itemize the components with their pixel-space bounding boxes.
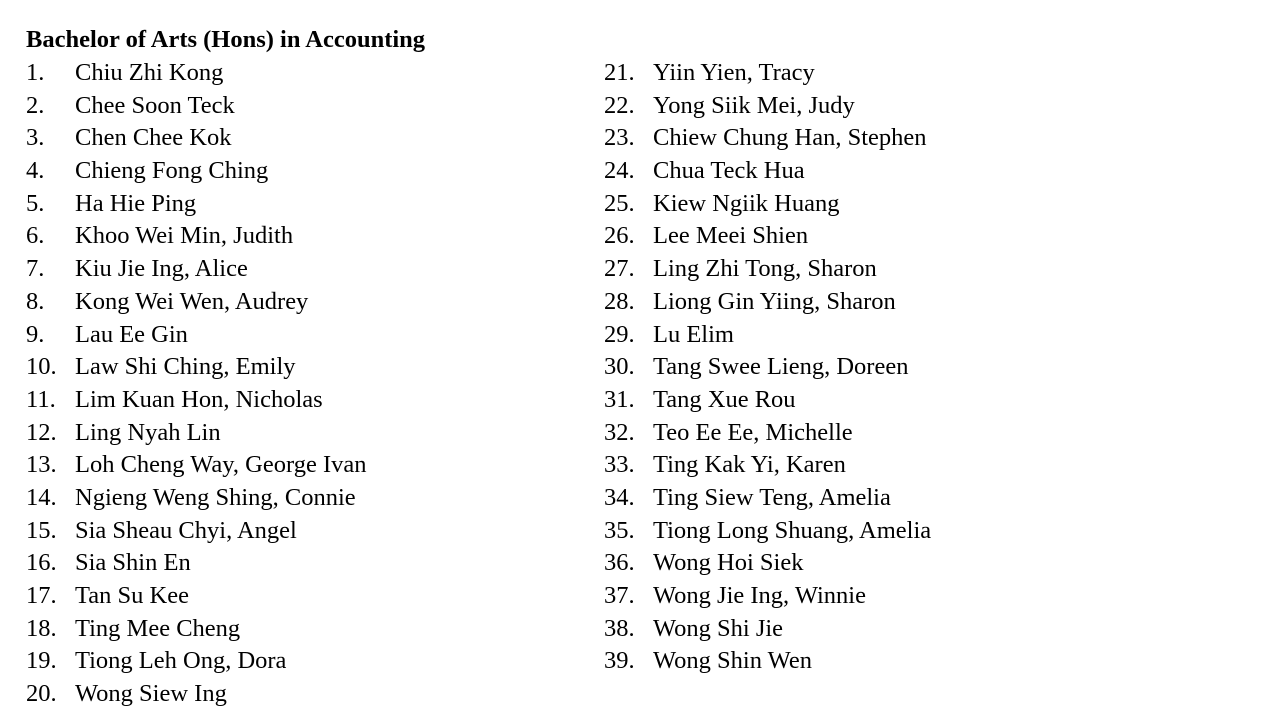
list-item <box>26 57 367 90</box>
list-item-name: Chieng Fong Ching <box>75 157 269 185</box>
list-item <box>26 90 367 123</box>
list-item-number: 39. <box>604 647 635 675</box>
list-item-number: 11. <box>26 385 56 413</box>
list-item-name: Wong Siew Ing <box>75 680 227 708</box>
list-item-number: 12. <box>26 418 57 446</box>
list-item-name: Kiu Jie Ing, Alice <box>75 255 248 283</box>
list-item-name: Ling Nyah Lin <box>75 418 221 446</box>
list-item-number: 13. <box>26 451 57 479</box>
list-item-name: Law Shi Ching, Emily <box>75 353 296 381</box>
list-item <box>26 253 367 286</box>
list-item <box>604 580 931 613</box>
list-item-number: 17. <box>26 582 57 609</box>
list-item-number: 23. <box>604 124 635 152</box>
list-item <box>604 122 931 155</box>
list-item <box>26 515 367 548</box>
list-item-name: Wong Hoi Siek <box>653 549 804 577</box>
list-item <box>26 482 367 515</box>
list-item <box>26 384 367 417</box>
list-item <box>604 613 931 646</box>
list-item <box>26 417 367 450</box>
list-item-name: Kong Wei Wen, Audrey <box>75 287 309 315</box>
list-item <box>604 449 931 482</box>
list-item-number: 14. <box>26 483 57 511</box>
list-item-name: Teo Ee Ee, Michelle <box>653 418 853 446</box>
list-item-number: 34. <box>604 483 635 511</box>
list-item <box>604 57 931 90</box>
list-item <box>604 286 931 319</box>
name-list-left-column <box>26 57 367 711</box>
list-item-number: 24. <box>604 157 635 185</box>
list-item-number: 4. <box>26 157 45 185</box>
list-item-name: Lau Ee Gin <box>75 320 188 348</box>
list-item <box>26 188 367 221</box>
list-item <box>604 515 931 548</box>
list-item <box>26 286 367 319</box>
list-item-number: 25. <box>604 189 635 217</box>
list-item-name: Yiin Yien, Tracy <box>653 59 815 86</box>
list-item-name: Tiong Long Shuang, Amelia <box>653 516 932 544</box>
list-item-name: Liong Gin Yiing, Sharon <box>653 287 896 315</box>
list-item-name: Kiew Ngiik Huang <box>653 189 840 217</box>
list-item-number: 31. <box>604 385 635 413</box>
list-item <box>604 482 931 515</box>
name-list-right-column <box>604 57 931 678</box>
list-item <box>26 613 367 646</box>
list-item-name: Wong Jie Ing, Winnie <box>653 582 866 609</box>
list-item <box>26 319 367 352</box>
list-item-name: Chua Teck Hua <box>653 157 805 185</box>
list-item <box>26 580 367 613</box>
list-item-number: 15. <box>26 516 57 544</box>
list-item-name: Khoo Wei Min, Judith <box>75 222 294 250</box>
list-item-name: Ngieng Weng Shing, Connie <box>75 483 356 511</box>
list-item-number: 7. <box>26 255 45 283</box>
list-item-name: Lu Elim <box>653 320 734 348</box>
list-item <box>604 319 931 352</box>
list-item-number: 26. <box>604 222 635 250</box>
list-item-name: Loh Cheng Way, George Ivan <box>75 451 367 479</box>
list-item-name: Sia Sheau Chyi, Angel <box>75 516 297 544</box>
list-item-name: Lee Meei Shien <box>653 222 809 250</box>
list-item-number: 32. <box>604 418 635 446</box>
list-item-name: Ha Hie Ping <box>75 189 197 217</box>
list-item-number: 21. <box>604 59 635 86</box>
list-item <box>26 351 367 384</box>
list-item-name: Ting Siew Teng, Amelia <box>653 483 891 511</box>
list-item-number: 20. <box>26 680 57 708</box>
list-item <box>604 417 931 450</box>
list-item-number: 3. <box>26 124 45 152</box>
list-item <box>604 220 931 253</box>
list-item <box>604 188 931 221</box>
list-item-name: Yong Siik Mei, Judy <box>653 91 855 119</box>
list-item <box>26 122 367 155</box>
list-item <box>26 678 367 711</box>
list-item-number: 9. <box>26 320 45 348</box>
list-item-number: 5. <box>26 189 45 217</box>
list-item-name: Tang Xue Rou <box>653 385 796 413</box>
list-item-number: 6. <box>26 222 45 250</box>
list-item <box>604 645 931 678</box>
list-item <box>604 253 931 286</box>
list-item-number: 37. <box>604 582 635 609</box>
list-item-name: Chiew Chung Han, Stephen <box>653 124 927 152</box>
list-item <box>26 155 367 188</box>
list-item-number: 38. <box>604 614 635 642</box>
list-item <box>604 351 931 384</box>
list-item-number: 29. <box>604 320 635 348</box>
list-item <box>26 449 367 482</box>
list-item-name: Chen Chee Kok <box>75 124 232 152</box>
list-item-name: Ling Zhi Tong, Sharon <box>653 255 877 283</box>
list-item-name: Lim Kuan Hon, Nicholas <box>75 385 323 413</box>
list-item-name: Sia Shin En <box>75 549 191 577</box>
list-item-number: 8. <box>26 287 45 315</box>
list-item <box>26 645 367 678</box>
list-item-number: 35. <box>604 516 635 544</box>
list-item <box>604 384 931 417</box>
page-title: Bachelor of Arts (Hons) in Accounting <box>26 26 426 53</box>
list-item <box>604 547 931 580</box>
list-item <box>604 155 931 188</box>
list-item-name: Chiu Zhi Kong <box>75 59 224 86</box>
list-item-number: 36. <box>604 549 635 577</box>
list-item-number: 22. <box>604 91 635 119</box>
list-item <box>26 220 367 253</box>
list-item-number: 10. <box>26 353 57 381</box>
list-item-number: 19. <box>26 647 57 675</box>
list-item-name: Tan Su Kee <box>75 582 189 609</box>
list-item-number: 27. <box>604 255 635 283</box>
list-item-number: 33. <box>604 451 635 479</box>
list-item-name: Tang Swee Lieng, Doreen <box>653 353 909 381</box>
list-item-name: Tiong Leh Ong, Dora <box>75 647 287 675</box>
list-item-number: 16. <box>26 549 57 577</box>
list-item-name: Ting Mee Cheng <box>75 614 241 642</box>
list-item-name: Chee Soon Teck <box>75 91 235 119</box>
list-item-number: 28. <box>604 287 635 315</box>
list-item-name: Ting Kak Yi, Karen <box>653 451 846 479</box>
list-item-number: 2. <box>26 91 45 119</box>
list-item-name: Wong Shin Wen <box>653 647 812 675</box>
list-item-number: 30. <box>604 353 635 381</box>
list-item <box>26 547 367 580</box>
list-item <box>604 90 931 123</box>
list-item-name: Wong Shi Jie <box>653 614 784 642</box>
list-item-number: 18. <box>26 614 57 642</box>
list-item-number: 1. <box>26 59 45 86</box>
